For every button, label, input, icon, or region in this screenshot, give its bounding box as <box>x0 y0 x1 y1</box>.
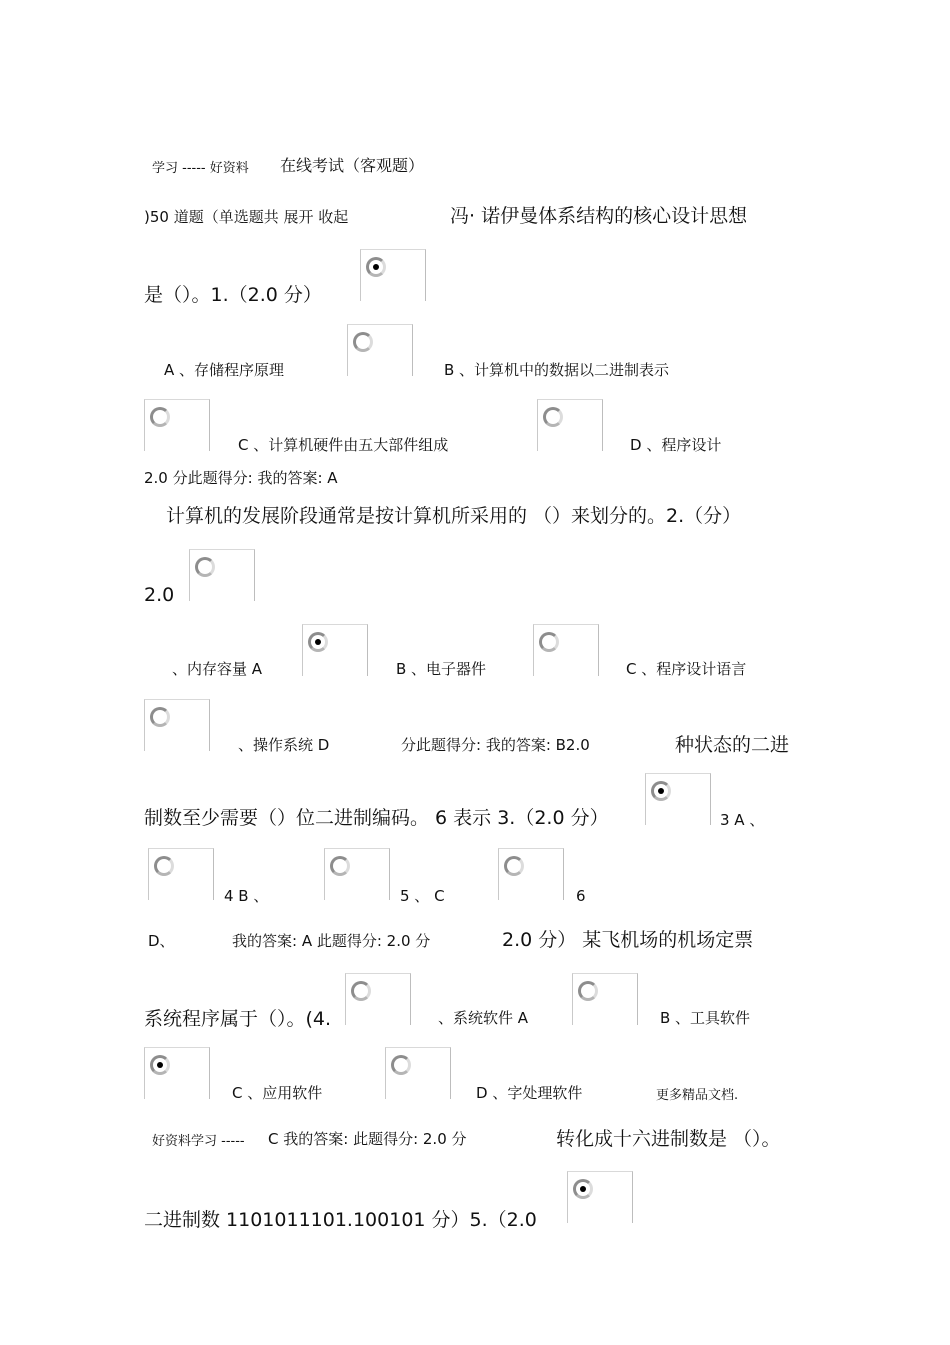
q1-radio-a[interactable] <box>360 249 426 301</box>
q4-option-a: 、系统软件 A <box>438 1009 529 1027</box>
q5-radio-a[interactable] <box>567 1171 633 1223</box>
q2-score-answer: 分此题得分: 我的答案: B2.0 <box>401 736 590 754</box>
question-3-text: 种状态的二进 <box>675 734 790 756</box>
radio-circle-icon <box>150 707 170 727</box>
question-1-header: 是（）。1.（2.0 分） <box>144 284 322 306</box>
q3-radio-a[interactable] <box>645 773 711 825</box>
q2-radio-c[interactable] <box>533 624 599 676</box>
radio-circle-icon <box>150 407 170 427</box>
question-4-text: 2.0 分） 某飞机场的机场定票 <box>502 929 754 951</box>
radio-circle-icon <box>154 856 174 876</box>
radio-circle-icon <box>391 1055 411 1075</box>
question-5-text: 转化成十六进制数是 （）。 <box>556 1128 781 1150</box>
q4-radio-c[interactable] <box>144 1047 210 1099</box>
radio-selected-dot-icon <box>373 264 379 270</box>
radio-circle-icon <box>308 632 328 652</box>
q2-option-a: 、内存容量 A <box>172 660 263 678</box>
q3-option-d-value: 6 <box>576 887 586 905</box>
question-1-text: 冯· 诺伊曼体系结构的核心设计思想 <box>450 205 748 227</box>
q2-option-d: 、操作系统 D <box>238 736 330 754</box>
q3-option-c: 5 、 C <box>400 887 445 905</box>
question-3-header: 制数至少需要（）位二进制编码。 6 表示 3.（2.0 分） <box>144 807 609 829</box>
q4-option-b: B 、工具软件 <box>660 1009 751 1027</box>
q4-radio-b[interactable] <box>572 973 638 1025</box>
question-2-text: 计算机的发展阶段通常是按计算机所采用的 （）来划分的。2.（分） <box>166 505 742 527</box>
q4-score-answer: C 我的答案: 此题得分: 2.0 分 <box>268 1130 467 1148</box>
watermark-footer: 更多精品文档. <box>656 1088 739 1103</box>
radio-selected-dot-icon <box>315 639 321 645</box>
radio-circle-icon <box>351 981 371 1001</box>
radio-circle-icon <box>651 781 671 801</box>
q4-option-d: D 、字处理软件 <box>476 1084 583 1102</box>
radio-selected-dot-icon <box>658 788 664 794</box>
q3-option-b: 4 B 、 <box>224 887 269 905</box>
q3-radio-c[interactable] <box>324 848 390 900</box>
q1-option-a: A 、存储程序原理 <box>164 361 285 379</box>
section-info: )50 道题（单选题共 展开 收起 <box>144 208 349 226</box>
q3-score-answer: 我的答案: A 此题得分: 2.0 分 <box>232 932 431 950</box>
q3-radio-b[interactable] <box>148 848 214 900</box>
question-4-header: 系统程序属于（）。(4. <box>144 1008 332 1030</box>
radio-circle-icon <box>330 856 350 876</box>
q1-radio-d[interactable] <box>537 399 603 451</box>
question-2-points: 2.0 <box>144 584 175 606</box>
q2-option-b: B 、电子器件 <box>396 660 487 678</box>
radio-circle-icon <box>504 856 524 876</box>
q1-score-answer: 2.0 分此题得分: 我的答案: A <box>144 469 338 487</box>
q1-option-c: C 、计算机硬件由五大部件组成 <box>238 436 449 454</box>
radio-circle-icon <box>539 632 559 652</box>
page-title: 在线考试（客观题） <box>280 156 425 175</box>
q3-radio-d[interactable] <box>498 848 564 900</box>
q4-radio-a[interactable] <box>345 973 411 1025</box>
q1-option-d: D 、程序设计 <box>630 436 722 454</box>
radio-circle-icon <box>366 257 386 277</box>
q4-radio-d[interactable] <box>385 1047 451 1099</box>
radio-selected-dot-icon <box>157 1062 163 1068</box>
q3-option-a: 3 A 、 <box>720 811 765 829</box>
radio-selected-dot-icon <box>580 1186 586 1192</box>
q2-radio-a[interactable] <box>189 549 255 601</box>
q2-radio-b[interactable] <box>302 624 368 676</box>
q1-radio-b[interactable] <box>347 324 413 376</box>
q1-radio-c[interactable] <box>144 399 210 451</box>
radio-circle-icon <box>353 332 373 352</box>
q3-option-d-label: D、 <box>148 932 175 950</box>
q2-radio-d[interactable] <box>144 699 210 751</box>
radio-circle-icon <box>150 1055 170 1075</box>
radio-circle-icon <box>573 1179 593 1199</box>
watermark-header-2: 好资料学习 ----- <box>152 1134 245 1149</box>
q4-option-c: C 、应用软件 <box>232 1084 323 1102</box>
radio-circle-icon <box>578 981 598 1001</box>
question-5-header: 二进制数 1101011101.100101 分）5.（2.0 <box>144 1209 537 1231</box>
radio-circle-icon <box>543 407 563 427</box>
q2-option-c: C 、程序设计语言 <box>626 660 747 678</box>
watermark-header: 学习 ----- 好资料 <box>152 161 249 176</box>
radio-circle-icon <box>195 557 215 577</box>
q1-option-b: B 、计算机中的数据以二进制表示 <box>444 361 670 379</box>
